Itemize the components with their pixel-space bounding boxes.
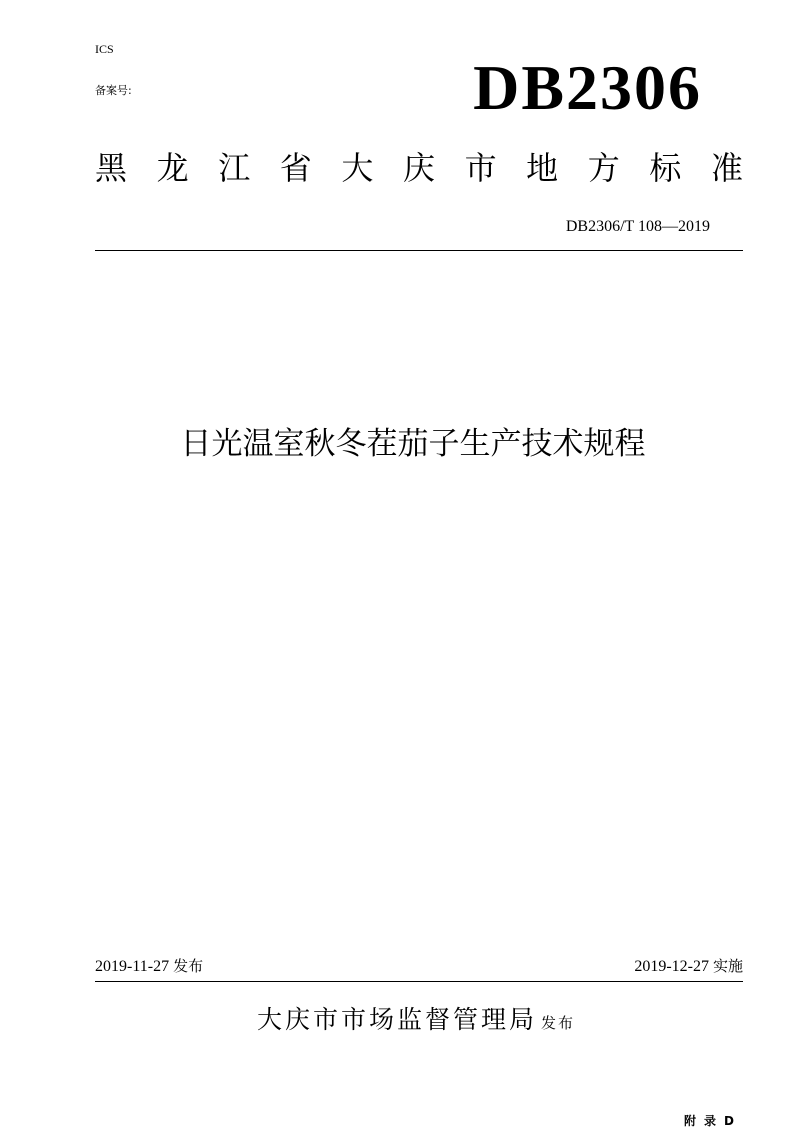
issuing-authority: 大庆市市场监督管理局: [256, 1005, 537, 1034]
standard-number: DB2306/T 108—2019: [565, 218, 710, 235]
title-char: 市: [464, 149, 497, 187]
standard-code: DB2306: [473, 52, 702, 123]
document-title: 日光温室秋冬茬茄子生产技术规程: [180, 426, 646, 462]
title-char: 庆: [402, 149, 435, 187]
title-char: 大: [341, 149, 374, 187]
bottom-divider: [95, 981, 743, 982]
top-divider: [95, 250, 743, 251]
ics-label: ICS: [95, 42, 114, 56]
title-char: 龙: [156, 149, 189, 187]
issuer-suffix: 发布: [541, 1014, 576, 1032]
effective-date: [634, 955, 743, 976]
title-char: 江: [218, 149, 251, 187]
record-number-label: 备案号:: [95, 84, 132, 97]
standard-category-title: [95, 146, 743, 190]
appendix-label: 附录D: [684, 1114, 742, 1128]
release-date: [95, 955, 203, 976]
title-char: 标: [649, 149, 682, 187]
title-char: 方: [587, 149, 620, 187]
issuer-line: [0, 1000, 800, 1036]
effective-date-value: 2019-12-27: [634, 958, 709, 975]
title-char: 黑: [95, 149, 128, 187]
release-label: 发布: [173, 957, 204, 975]
title-char: 准: [710, 149, 743, 187]
title-char: 地: [526, 149, 559, 187]
title-char: 省: [279, 149, 312, 187]
release-date-value: 2019-11-27: [95, 958, 170, 975]
effective-label: 实施: [712, 957, 743, 975]
